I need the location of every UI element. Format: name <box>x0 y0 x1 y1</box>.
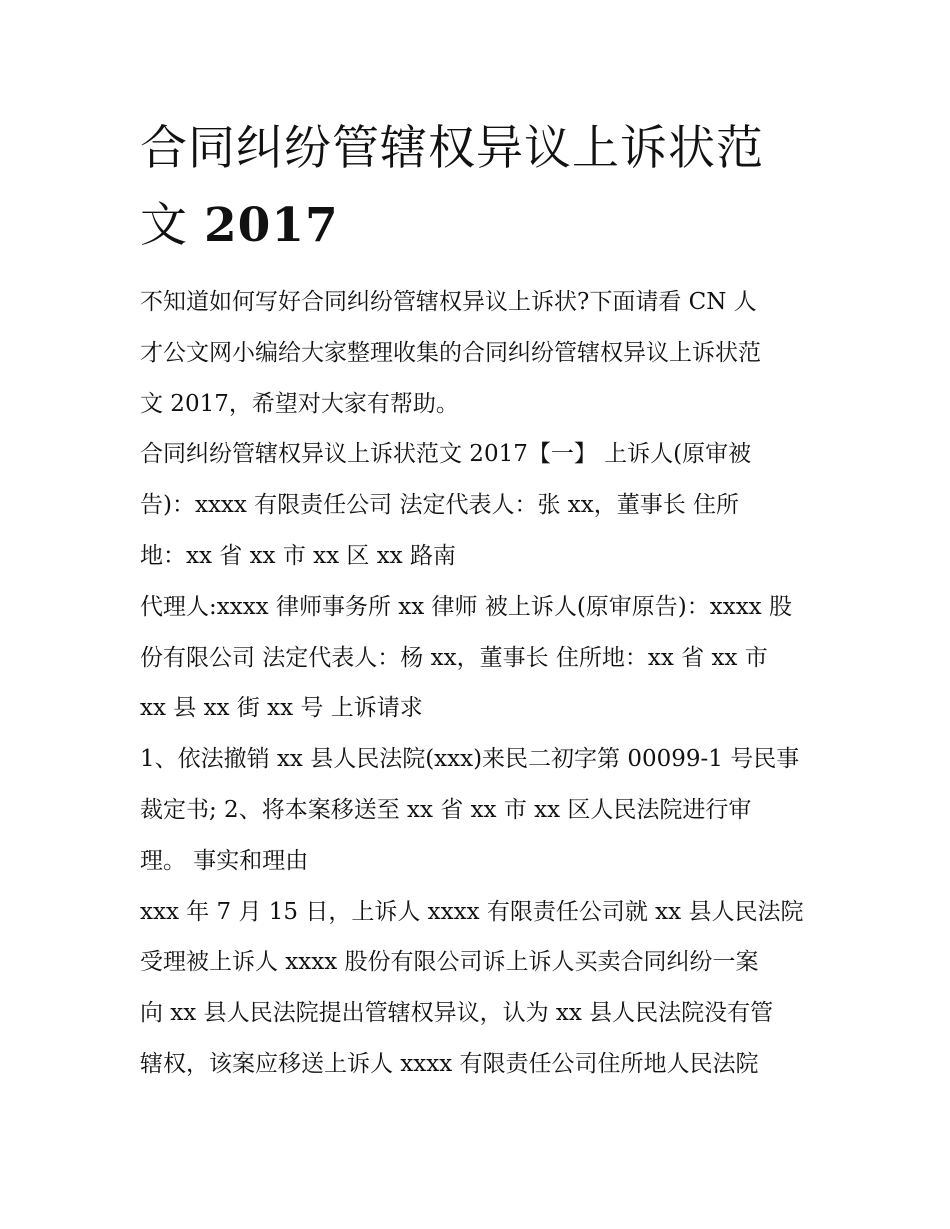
title-line-1: 合同纠纷管辖权异议上诉状范 <box>140 121 764 176</box>
body-line: xx 县 xx 街 xx 号 上诉请求 <box>140 695 423 722</box>
body-line: 1、依法撤销 xx 县人民法院(xxx)来民二初字第 00099-1 号民事 <box>140 746 800 773</box>
body-line: 向 xx 县人民法院提出管辖权异议，认为 xx 县人民法院没有管 <box>140 1000 774 1027</box>
title-line-2-text: 文 <box>140 198 188 253</box>
document-page <box>140 110 820 1090</box>
body-line: 理。 事实和理由 <box>140 847 309 874</box>
title-year: 2017 <box>203 198 339 253</box>
body-line: xxx 年 7 月 15 日，上诉人 xxxx 有限责任公司就 xx 县人民法院 <box>140 898 804 925</box>
body-line: 裁定书; 2、将本案移送至 xx 省 xx 市 xx 区人民法院进行审 <box>140 796 752 823</box>
body-line: 地：xx 省 xx 市 xx 区 xx 路南 <box>140 542 456 569</box>
body-line: 代理人:xxxx 律师事务所 xx 律师 被上诉人(原审原告)：xxxx 股 <box>140 593 792 620</box>
body-line: 合同纠纷管辖权异议上诉状范文 2017【一】 上诉人(原审被 <box>140 441 752 468</box>
body-line: 受理被上诉人 xxxx 股份有限公司诉上诉人买卖合同纠纷一案 <box>140 949 759 976</box>
document-body <box>140 277 820 1090</box>
body-line: 才公文网小编给大家整理收集的合同纠纷管辖权异议上诉状范 <box>140 339 761 366</box>
body-line: 告)：xxxx 有限责任公司 法定代表人：张 xx，董事长 住所 <box>140 492 740 519</box>
body-line: 文 2017，希望对大家有帮助。 <box>140 390 459 417</box>
document-title <box>140 110 820 264</box>
body-line: 辖权，该案应移送上诉人 xxxx 有限责任公司住所地人民法院 <box>140 1050 759 1077</box>
body-line: 份有限公司 法定代表人：杨 xx，董事长 住所地：xx 省 xx 市 <box>140 644 768 671</box>
body-line: 不知道如何写好合同纠纷管辖权异议上诉状?下面请看 CN 人 <box>140 289 757 315</box>
